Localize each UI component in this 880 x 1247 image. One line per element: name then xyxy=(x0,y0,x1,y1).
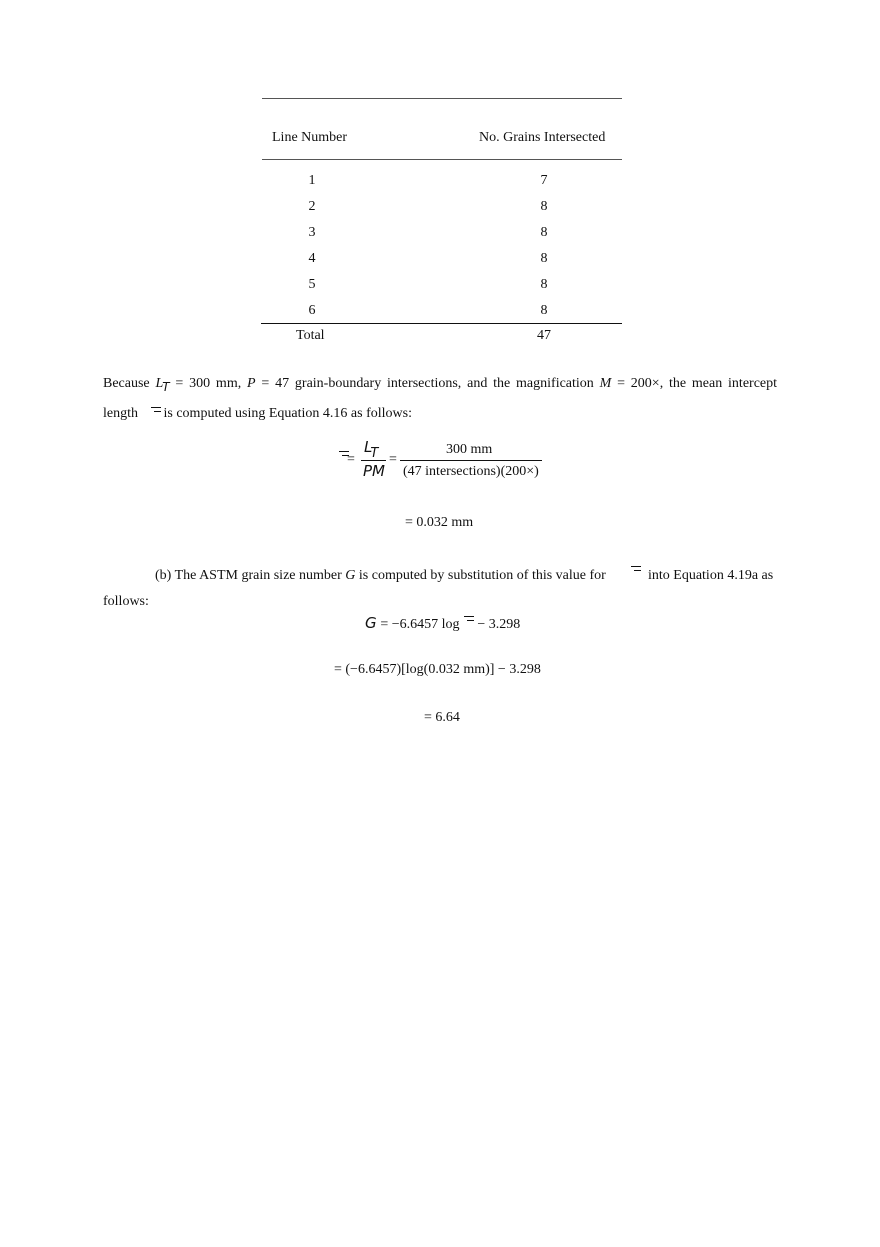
paragraph-line-1: Because LT = 300 mm, P = 47 grain-boundary intersections, and the magnification M = 200×, the mean intercept xyxy=(103,376,778,394)
line-number-cell: 2 xyxy=(308,199,316,214)
header-grains-intersected: No. Grains Intersected xyxy=(479,130,606,145)
table-row xyxy=(0,277,880,293)
line-number-cell: 6 xyxy=(308,303,316,318)
total-label: Total xyxy=(296,328,325,343)
var-P: P xyxy=(247,376,256,391)
line-number-cell: 4 xyxy=(308,251,316,266)
total-value: 47 xyxy=(537,328,551,343)
var-G: G xyxy=(365,614,377,632)
equals-sign-2: = xyxy=(389,452,397,467)
table-row xyxy=(0,173,880,189)
header-line-number: Line Number xyxy=(272,130,348,145)
table-row xyxy=(0,251,880,267)
result-mean-intercept: = 0.032 mm xyxy=(405,515,474,530)
var-T-subscript: T xyxy=(162,380,170,394)
denominator-PM: PM xyxy=(363,462,385,480)
var-L: L xyxy=(155,376,164,391)
paragraph-b-line-1: (b) The ASTM grain size number G is computed by substitution of this value for xyxy=(155,568,606,583)
numerator-LT: LT xyxy=(364,438,379,461)
mean-intercept-symbol xyxy=(463,615,477,625)
equation-G-line-2: = (−6.6457)[log(0.032 mm)] − 3.298 xyxy=(334,662,541,677)
mean-intercept-symbol xyxy=(630,565,644,575)
numerator-300mm: 300 mm xyxy=(446,442,493,457)
line-number-cell: 5 xyxy=(308,277,316,292)
grains-cell: 7 xyxy=(540,173,548,188)
mean-intercept-symbol xyxy=(150,406,164,416)
var-M: M xyxy=(599,376,612,391)
table-row xyxy=(0,303,880,319)
grains-cell: 8 xyxy=(540,251,548,266)
denominator-intersections: (47 intersections)(200×) xyxy=(403,464,539,479)
table-row xyxy=(0,225,880,241)
table-top-rule xyxy=(262,98,622,99)
line-number-cell: 3 xyxy=(308,225,316,240)
line-number-cell: 1 xyxy=(308,173,316,188)
grains-cell: 8 xyxy=(540,225,548,240)
equals-sign: = xyxy=(347,452,355,467)
paragraph-b-line-1-end: into Equation 4.19a as xyxy=(648,568,774,583)
grains-cell: 8 xyxy=(540,303,548,318)
fraction-bar-2 xyxy=(400,460,542,461)
equation-G-result: = 6.64 xyxy=(424,710,460,725)
paragraph-line-2: length is computed using Equation 4.16 as follows: xyxy=(103,406,412,421)
fraction-bar-1 xyxy=(361,460,386,461)
paragraph-b-line-2: follows: xyxy=(103,594,149,609)
var-G: G xyxy=(345,568,356,583)
grains-cell: 8 xyxy=(540,277,548,292)
table-row xyxy=(0,199,880,215)
table-total-rule xyxy=(261,323,622,324)
equation-G-line-1: G = −6.6457 log − 3.298 xyxy=(365,614,521,632)
table-header-rule xyxy=(262,159,622,160)
grains-cell: 8 xyxy=(540,199,548,214)
